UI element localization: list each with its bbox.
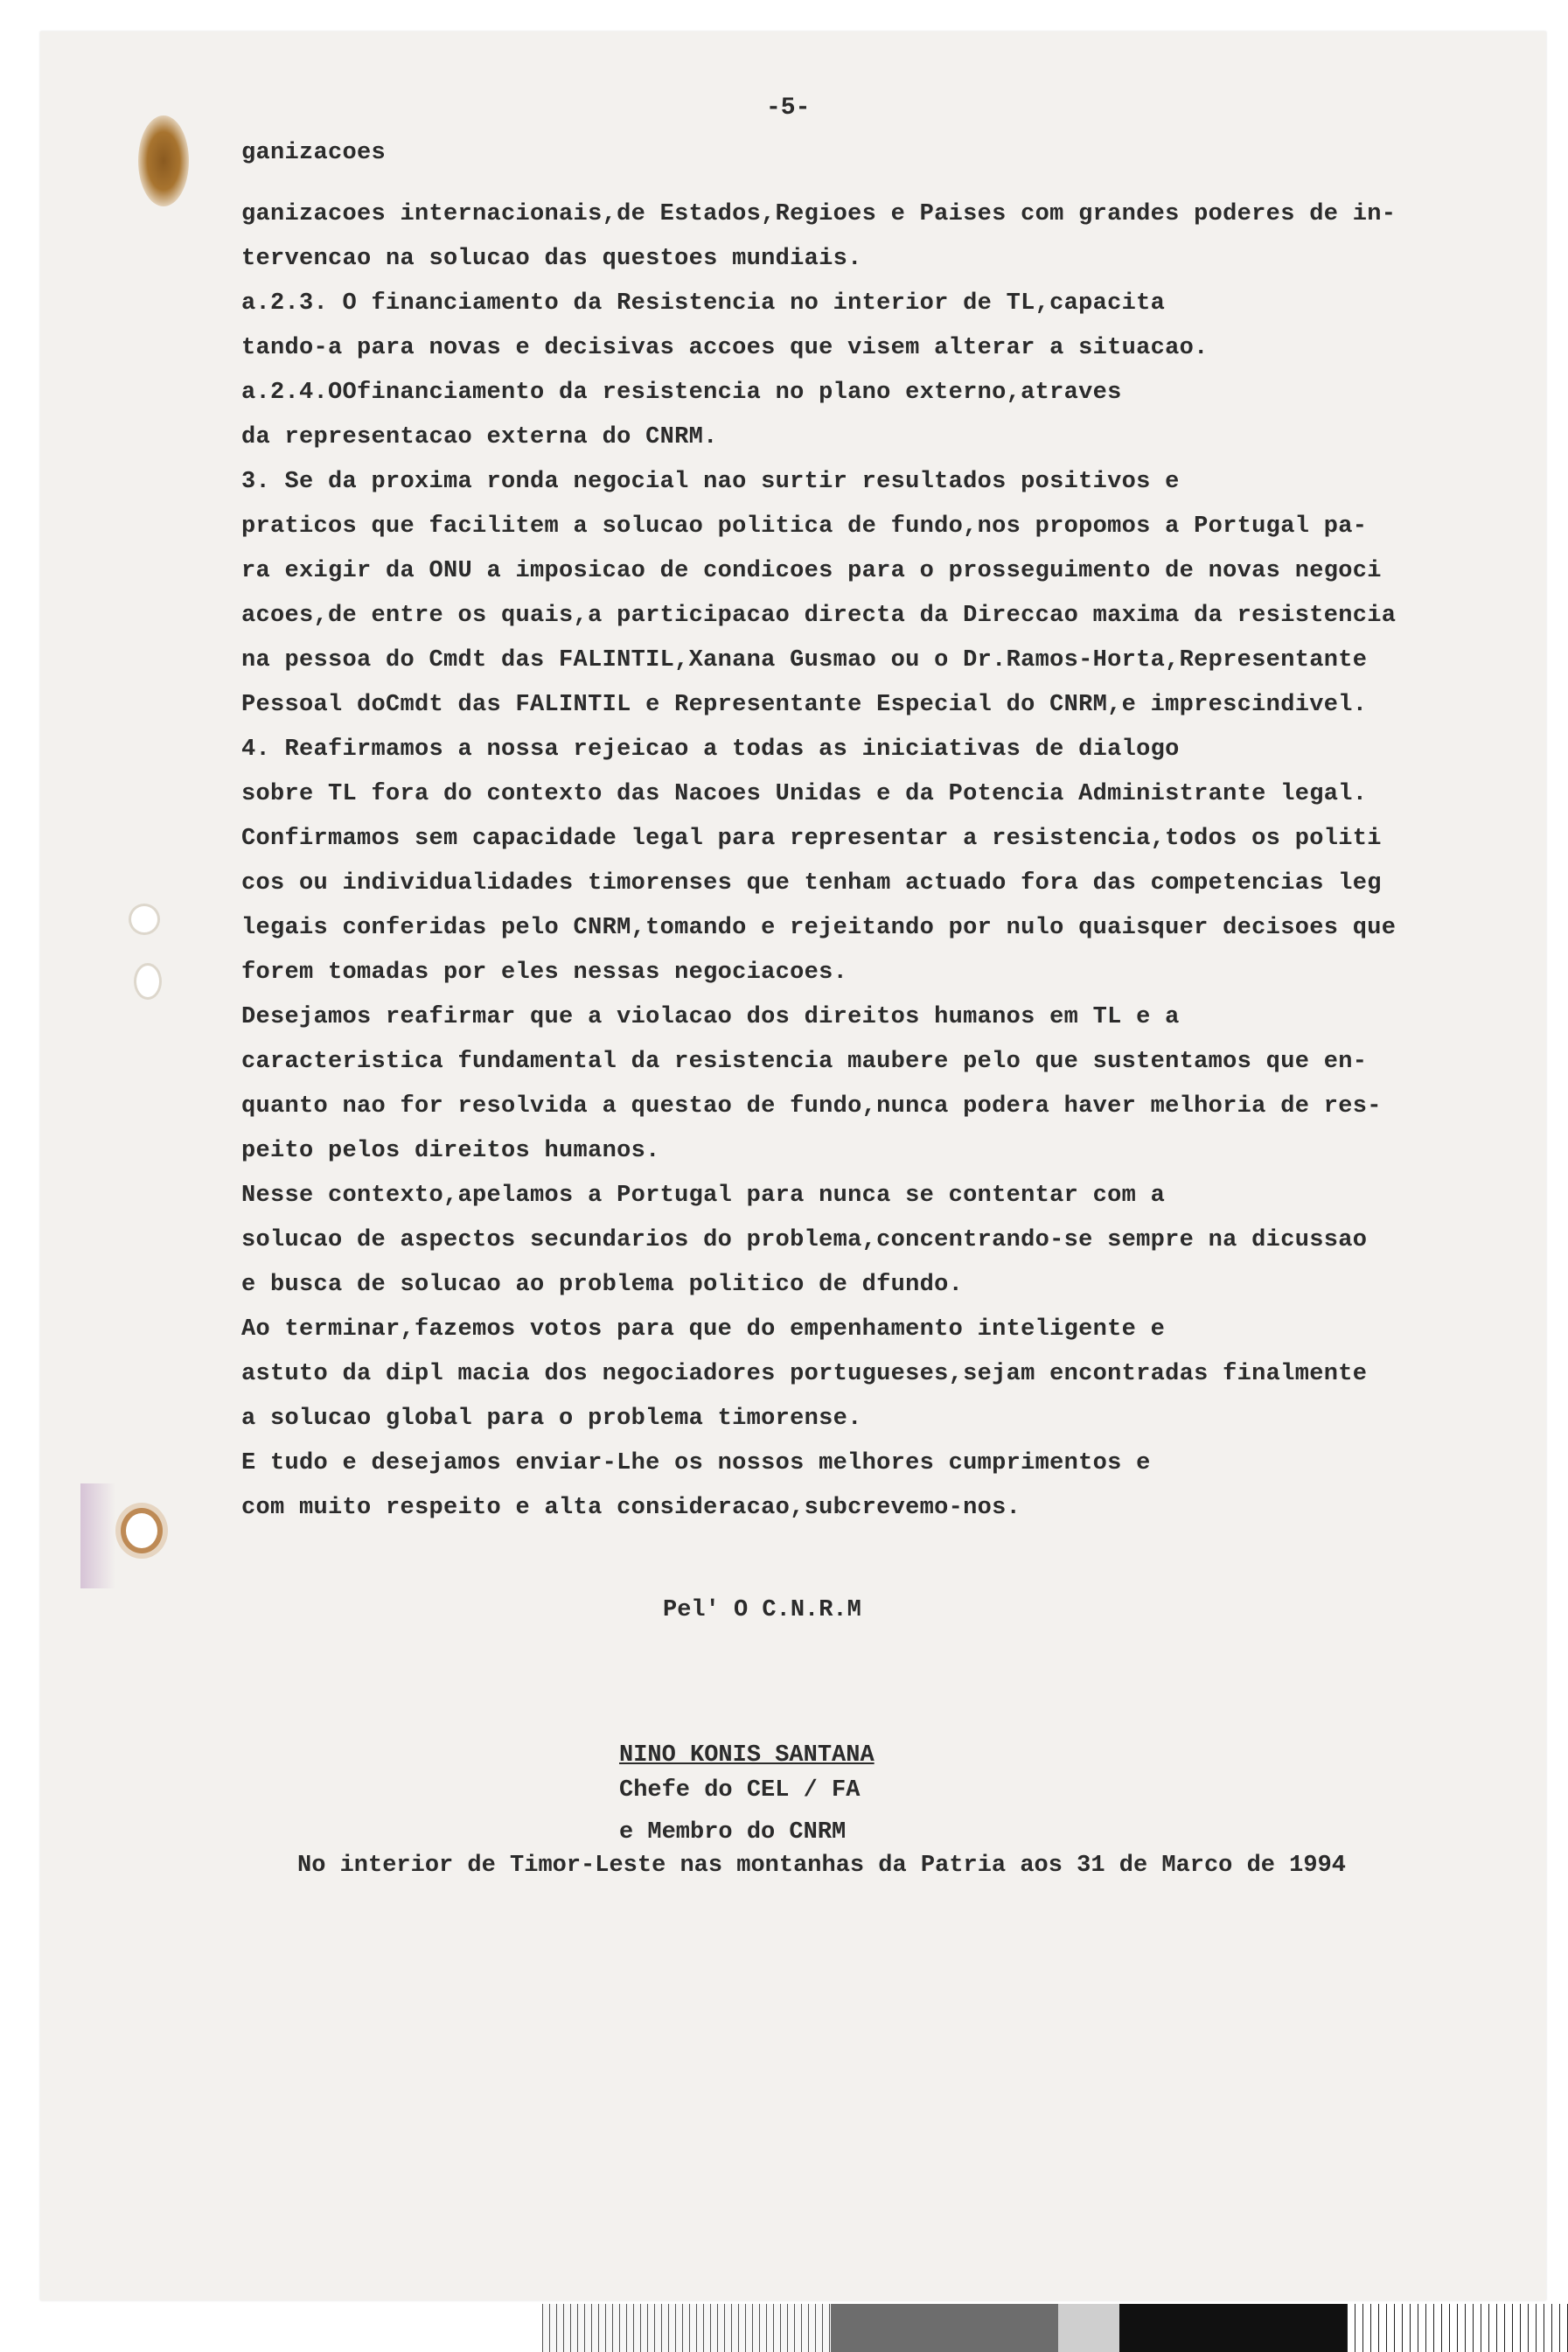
body-line: a.2.4.OOfinanciamento da resistencia no plano externo,atraves [241, 380, 1122, 406]
body-line: forem tomadas por eles nessas negociacoes. [241, 960, 848, 986]
body-line: E tudo e desejamos enviar-Lhe os nossos melhores cumprimentos e [241, 1450, 1151, 1476]
rusted-punch-hole [126, 1513, 157, 1548]
ruler-ticks [1347, 2304, 1568, 2352]
signatory-name: NINO KONIS SANTANA [619, 1742, 875, 1769]
scan-color-ruler [542, 2304, 1568, 2352]
ruler-ticks [542, 2304, 831, 2352]
body-line: tervencao na solucao das questoes mundiais. [241, 246, 862, 272]
body-line: sobre TL fora do contexto das Nacoes Unidas e da Potencia Administrante legal. [241, 781, 1368, 807]
rust-stain [138, 115, 189, 206]
light-gray-patch [1058, 2304, 1119, 2352]
body-line: cos ou individualidades timorenses que tenham actuado fora das competencias leg [241, 870, 1382, 897]
body-line: a solucao global para o problema timorense. [241, 1406, 862, 1432]
body-line: ganizacoes [241, 140, 387, 166]
body-line: 3. Se da proxima ronda negocial nao surtir resultados positivos e [241, 469, 1180, 495]
punch-hole [136, 966, 159, 997]
body-line: acoes,de entre os quais,a participacao directa da Direccao maxima da resistencia [241, 603, 1397, 629]
body-line: caracteristica fundamental da resistencia maubere pelo que sustentamos que en- [241, 1049, 1368, 1075]
signatory-role: e Membro do CNRM [619, 1819, 847, 1846]
body-line: astuto da dipl macia dos negociadores portugueses,sejam encontradas finalmente [241, 1361, 1368, 1387]
body-line: 4. Reafirmamos a nossa rejeicao a todas as iniciativas de dialogo [241, 736, 1180, 763]
body-line: ganizacoes internacionais,de Estados,Regioes e Paises com grandes poderes de in- [241, 201, 1397, 227]
body-line: com muito respeito e alta consideracao,subcrevemo-nos. [241, 1495, 1021, 1521]
edge-discoloration [80, 1483, 115, 1588]
body-line: a.2.3. O financiamento da Resistencia no interior de TL,capacita [241, 290, 1166, 317]
body-line: tando-a para novas e decisivas accoes que visem alterar a situacao. [241, 335, 1209, 361]
signatory-role: Chefe do CEL / FA [619, 1777, 861, 1804]
body-line: Confirmamos sem capacidade legal para representar a resistencia,todos os politi [241, 826, 1382, 852]
body-line: quanto nao for resolvida a questao de fundo,nunca podera haver melhoria de res- [241, 1093, 1382, 1120]
signature-on-behalf: Pel' O C.N.R.M [663, 1597, 861, 1623]
body-line: e busca de solucao ao problema politico de dfundo. [241, 1272, 964, 1298]
place-and-date: No interior de Timor-Leste nas montanhas da Patria aos 31 de Marco de 1994 [297, 1853, 1346, 1879]
page-number: -5- [766, 94, 811, 122]
body-line: peito pelos direitos humanos. [241, 1138, 660, 1164]
gray-patch [831, 2304, 1058, 2352]
body-line: da representacao externa do CNRM. [241, 424, 718, 450]
body-line: Desejamos reafirmar que a violacao dos direitos humanos em TL e a [241, 1004, 1180, 1030]
body-line: praticos que facilitem a solucao politica de fundo,nos propomos a Portugal pa- [241, 513, 1368, 540]
punch-hole [131, 906, 157, 932]
body-line: solucao de aspectos secundarios do problema,concentrando-se sempre na dicussao [241, 1227, 1368, 1253]
body-line: Nesse contexto,apelamos a Portugal para nunca se contentar com a [241, 1183, 1166, 1209]
body-line: Pessoal doCmdt das FALINTIL e Representante Especial do CNRM,e imprescindivel. [241, 692, 1368, 718]
body-line: na pessoa do Cmdt das FALINTIL,Xanana Gusmao ou o Dr.Ramos-Horta,Representante [241, 647, 1368, 673]
body-line: Ao terminar,fazemos votos para que do empenhamento inteligente e [241, 1316, 1166, 1343]
body-line: legais conferidas pelo CNRM,tomando e rejeitando por nulo quaisquer decisoes que [241, 915, 1397, 941]
body-line: ra exigir da ONU a imposicao de condicoes para o prosseguimento de novas negoci [241, 558, 1382, 584]
black-patch [1119, 2304, 1347, 2352]
document-sheet [40, 31, 1546, 2300]
